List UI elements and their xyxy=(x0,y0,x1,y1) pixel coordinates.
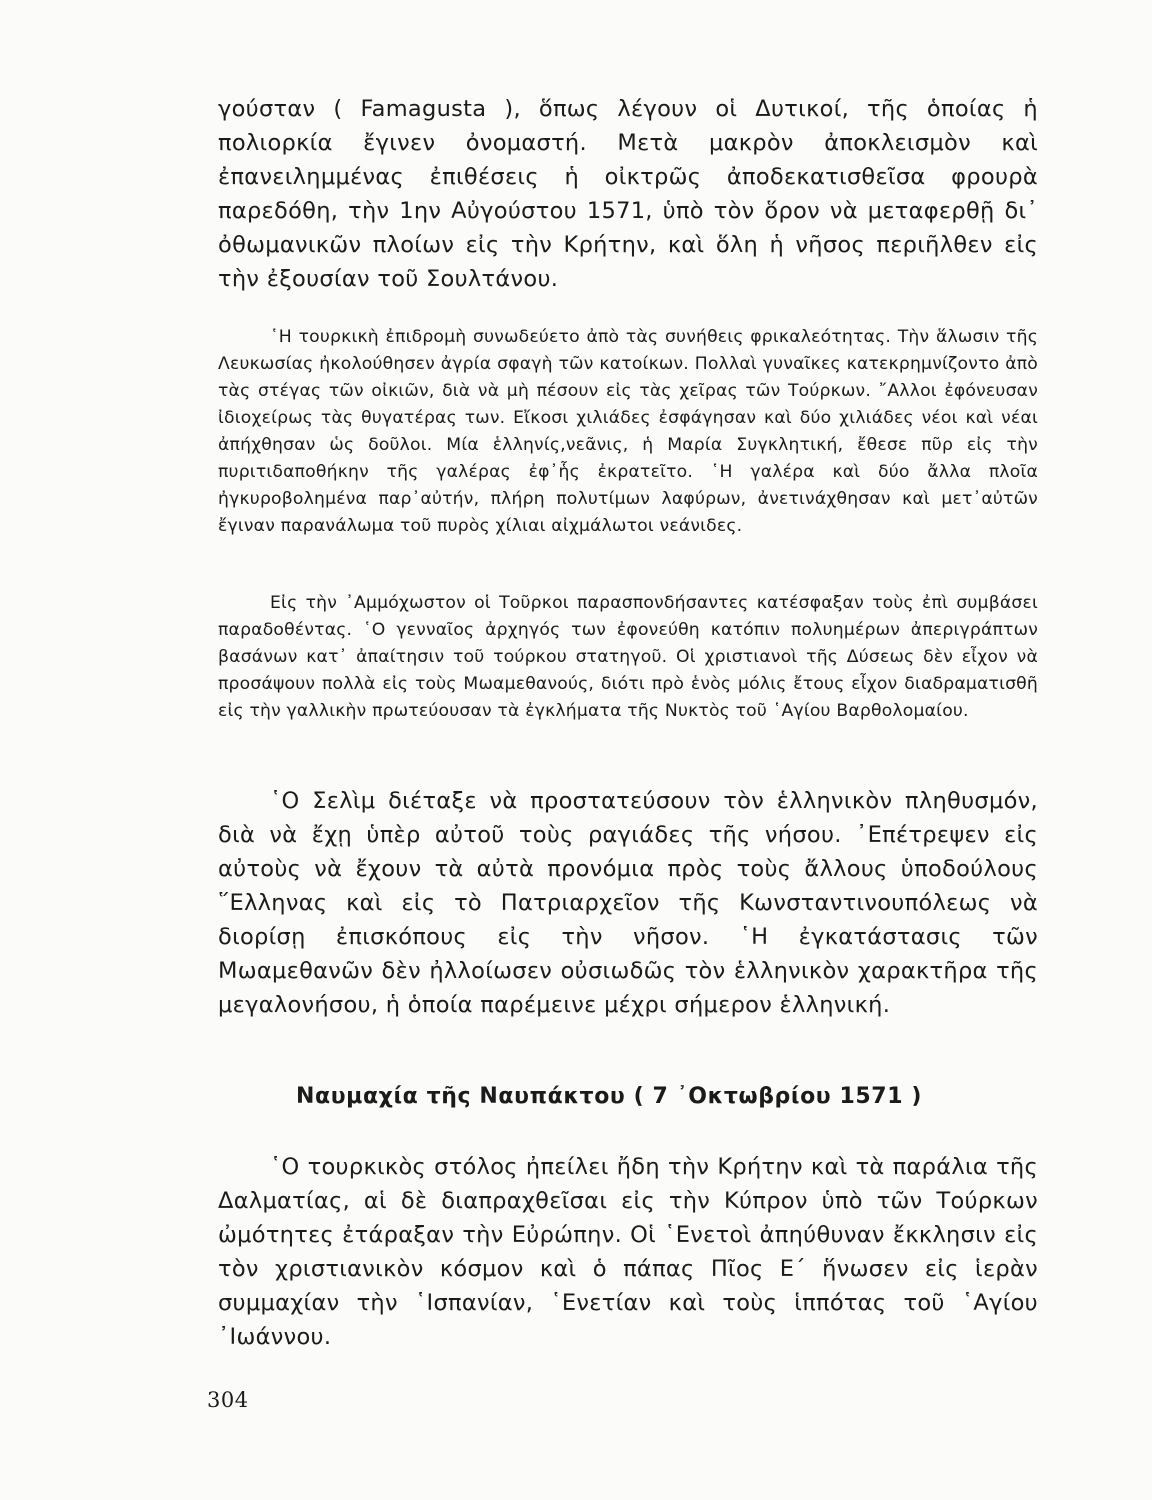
paragraph-selim-policy: ῾Ο Σελὶμ διέταξε νὰ προστατεύσουν τὸν ἑλληνικὸν πληθυσμόν, διὰ νὰ ἔχῃ ὑπὲρ αὐτοῦ τοὺς ραγιάδες τῆς νήσου. ᾿Επέτρεψεν εἰς αὐτοὺς νὰ ἔχουν τὰ αὐτὰ προνόμια πρὸς τοὺς ἄλλους ὑποδούλους ῞Ελληνας καὶ εἰς τὸ Πατριαρχεῖον τῆς Κωνσταντινουπόλεως νὰ διορίσῃ ἐπισκόπους εἰς τὴν νῆσον. ῾Η ἐγκατάστασις τῶν Μωαμεθανῶν δὲν ἠλλοίωσεν οὐσιωδῶς τὸν ἑλληνικὸν χαρακτῆρα τῆς μεγαλονήσου, ἡ ὁποία παρέμεινε μέχρι σήμερον ἑλληνική. xyxy=(218,788,1038,1018)
paragraph-nicosia-atrocities: ῾Η τουρκικὴ ἐπιδρομὴ συνωδεύετο ἀπὸ τὰς συνήθεις φρικαλεότητας. Τὴν ἅλωσιν τῆς Λευκωσίας ἠκολούθησεν ἀγρία σφαγὴ τῶν κατοίκων. Πολλαὶ γυναῖκες κατεκρημνίζοντο ἀπὸ τὰς στέγας τῶν οἰκιῶν, διὰ νὰ μὴ πέσουν εἰς τὰς χεῖρας τῶν Τούρκων. ῎Αλλοι ἐφόνευσαν ἰδιοχείρως τὰς θυγατέρας των. Εἴκοσι χιλιάδες ἐσφάγησαν καὶ δύο χιλιάδες νέοι καὶ νέαι ἀπήχθησαν ὡς δοῦλοι. Μία ἑλληνίς,νεᾶνις, ἡ Μαρία Συγκλητική, ἔθεσε πῦρ εἰς τὴν πυριτιδαποθήκην τῆς γαλέρας ἐφ᾿ἧς ἐκρατεῖτο. ῾Η γαλέρα καὶ δύο ἄλλα πλοῖα ἠγκυροβολημένα παρ᾿αὐτήν, πλήρη πολυτίμων λαφύρων, ἀνετινάχθησαν καὶ μετ᾿αὐτῶν ἔγιναν παρανάλωμα τοῦ πυρὸς χίλιαι αἰχμάλωτοι νεάνιδες. xyxy=(218,327,1038,536)
paragraph-famagusta-surrender: γούσταν ( Famagusta ), ὅπως λέγουν οἱ Δυτικοί, τῆς ὁποίας ἡ πολιορκία ἔγινεν ὀνομαστή. Μετὰ μακρὸν ἀποκλεισμὸν καὶ ἐπανειλημμένας ἐπιθέσεις ἡ οἰκτρῶς ἀποδεκατισθεῖσα φρουρὰ παρεδόθη, τὴν 1ην Αὐγούστου 1571, ὑπὸ τὸν ὅρον νὰ μεταφερθῇ δι᾿ ὀθωμανικῶν πλοίων εἰς τὴν Κρήτην, καὶ ὅλη ἡ νῆσος περιῆλθεν εἰς τὴν ἐξουσίαν τοῦ Σουλτάνου. xyxy=(218,96,1038,292)
paragraph-famagusta-massacre: Εἰς τὴν ᾿Αμμόχωστον οἱ Τοῦρκοι παρασπονδήσαντες κατέσφαξαν τοὺς ἐπὶ συμβάσει παραδοθέντας. ῾Ο γενναῖος ἀρχηγός των ἐφονεύθη κατόπιν πολυημέρων ἀπεριγράπτων βασάνων κατ᾿ ἀπαίτησιν τοῦ τούρκου στατηγοῦ. Οἱ χριστιανοὶ τῆς Δύσεως δὲν εἶχον νὰ προσάψουν πολλὰ εἰς τοὺς Μωαμεθανούς, διότι πρὸ ἑνὸς μόλις ἔτους εἶχον διαδραματισθῆ εἰς τὴν γαλλικὴν πρωτεύουσαν τὰ ἐγκλήματα τῆς Νυκτὸς τοῦ ῾Αγίου Βαρθολομαίου. xyxy=(218,593,1038,721)
section-heading-battle-of-lepanto: Ναυμαχία τῆς Ναυπάκτου ( 7 ᾿Οκτωβρίου 1571 ) xyxy=(296,1084,923,1109)
paragraph-holy-league: ῾Ο τουρκικὸς στόλος ἠπείλει ἤδη τὴν Κρήτην καὶ τὰ παράλια τῆς Δαλματίας, αἱ δὲ διαπραχθεῖσαι εἰς τὴν Κύπρον ὑπὸ τῶν Τούρκων ὠμότητες ἐτάραξαν τὴν Εὐρώπην. Οἱ ῾Ενετοὶ ἀπηύθυναν ἔκκλησιν εἰς τὸν χριστιανικὸν κόσμον καὶ ὁ πάπας Πῖος Ε΄ ἥνωσεν εἰς ἱερὰν συμμαχίαν τὴν ῾Ισπανίαν, ῾Ενετίαν καὶ τοὺς ἱππότας τοῦ ῾Αγίου ᾿Ιωάννου. xyxy=(218,1154,1038,1350)
page-number: 304 xyxy=(207,1388,249,1412)
